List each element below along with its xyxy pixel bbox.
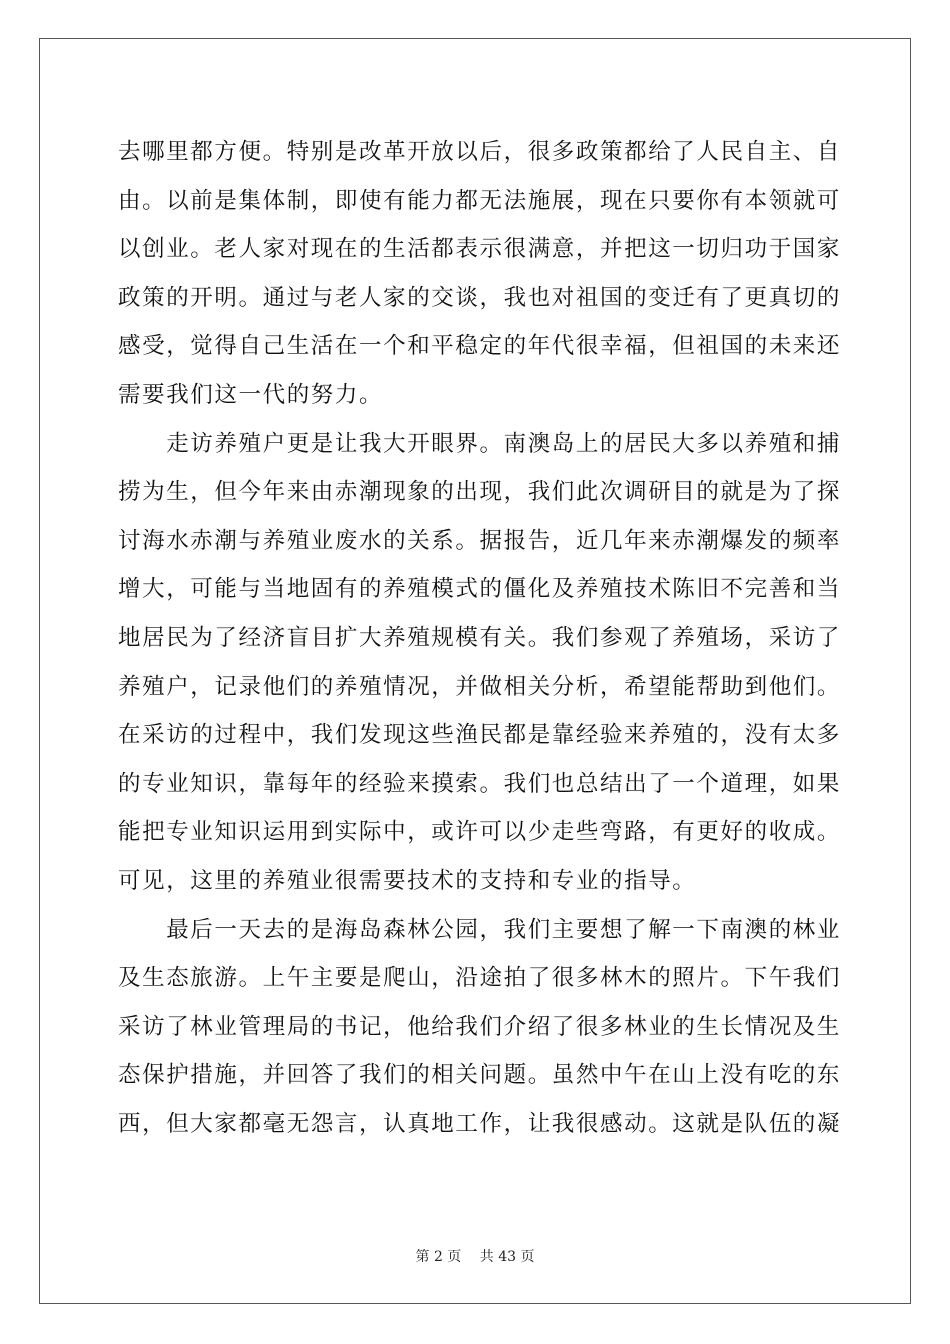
- page-number-label: 第 2 页 共 43 页: [415, 1249, 535, 1265]
- text-line: 地居民为了经济盲目扩大养殖规模有关。我们参观了养殖场，采访了: [118, 624, 842, 651]
- text-line: 增大，可能与当地固有的养殖模式的僵化及养殖技术陈旧不完善和当: [118, 576, 842, 603]
- text-line: 的专业知识，靠每年的经验来摸索。我们也总结出了一个道理，如果: [118, 770, 842, 797]
- text-line: 由。以前是集体制，即使有能力都无法施展，现在只要你有本领就可: [118, 187, 842, 214]
- text-line: 以创业。老人家对现在的生活都表示很满意，并把这一切归功于国家: [118, 236, 842, 263]
- text-line: 在采访的过程中，我们发现这些渔民都是靠经验来养殖的，没有太多: [118, 722, 842, 749]
- text-line: 采访了林业管理局的书记，他给我们介绍了很多林业的生长情况及生: [118, 1013, 842, 1040]
- text-line: 及生态旅游。上午主要是爬山，沿途拍了很多林木的照片。下午我们: [118, 965, 842, 992]
- text-line: 走访养殖户更是让我大开眼界。南澳岛上的居民大多以养殖和捕: [118, 430, 842, 457]
- text-line: 讨海水赤潮与养殖业废水的关系。据报告，近几年来赤潮爆发的频率: [118, 527, 842, 554]
- document-body: [118, 128, 842, 1148]
- text-line: 态保护措施，并回答了我们的相关问题。虽然中午在山上没有吃的东: [118, 1062, 842, 1089]
- text-line: 需要我们这一代的努力。: [118, 381, 384, 408]
- paragraph-2: [118, 420, 842, 906]
- paragraph-3: [118, 906, 842, 1149]
- text-line: 政策的开明。通过与老人家的交谈，我也对祖国的变迁有了更真切的: [118, 284, 842, 311]
- text-line: 捞为生，但今年来由赤潮现象的出现，我们此次调研目的就是为了探: [118, 479, 842, 506]
- text-line: 西，但大家都毫无怨言，认真地工作，让我很感动。这就是队伍的凝: [118, 1110, 842, 1137]
- text-line: 养殖户，记录他们的养殖情况，并做相关分析，希望能帮助到他们。: [118, 673, 842, 700]
- text-line: 最后一天去的是海岛森林公园，我们主要想了解一下南澳的林业: [118, 916, 842, 943]
- paragraph-1: [118, 128, 842, 420]
- text-line: 感受，觉得自己生活在一个和平稳定的年代很幸福，但祖国的未来还: [118, 333, 842, 360]
- page-footer: [0, 1246, 950, 1266]
- text-line: 去哪里都方便。特别是改革开放以后，很多政策都给了人民自主、自: [118, 139, 842, 165]
- text-line: 能把专业知识运用到实际中，或许可以少走些弯路，有更好的收成。: [118, 819, 842, 846]
- text-line: 可见，这里的养殖业很需要技术的支持和专业的指导。: [118, 867, 697, 894]
